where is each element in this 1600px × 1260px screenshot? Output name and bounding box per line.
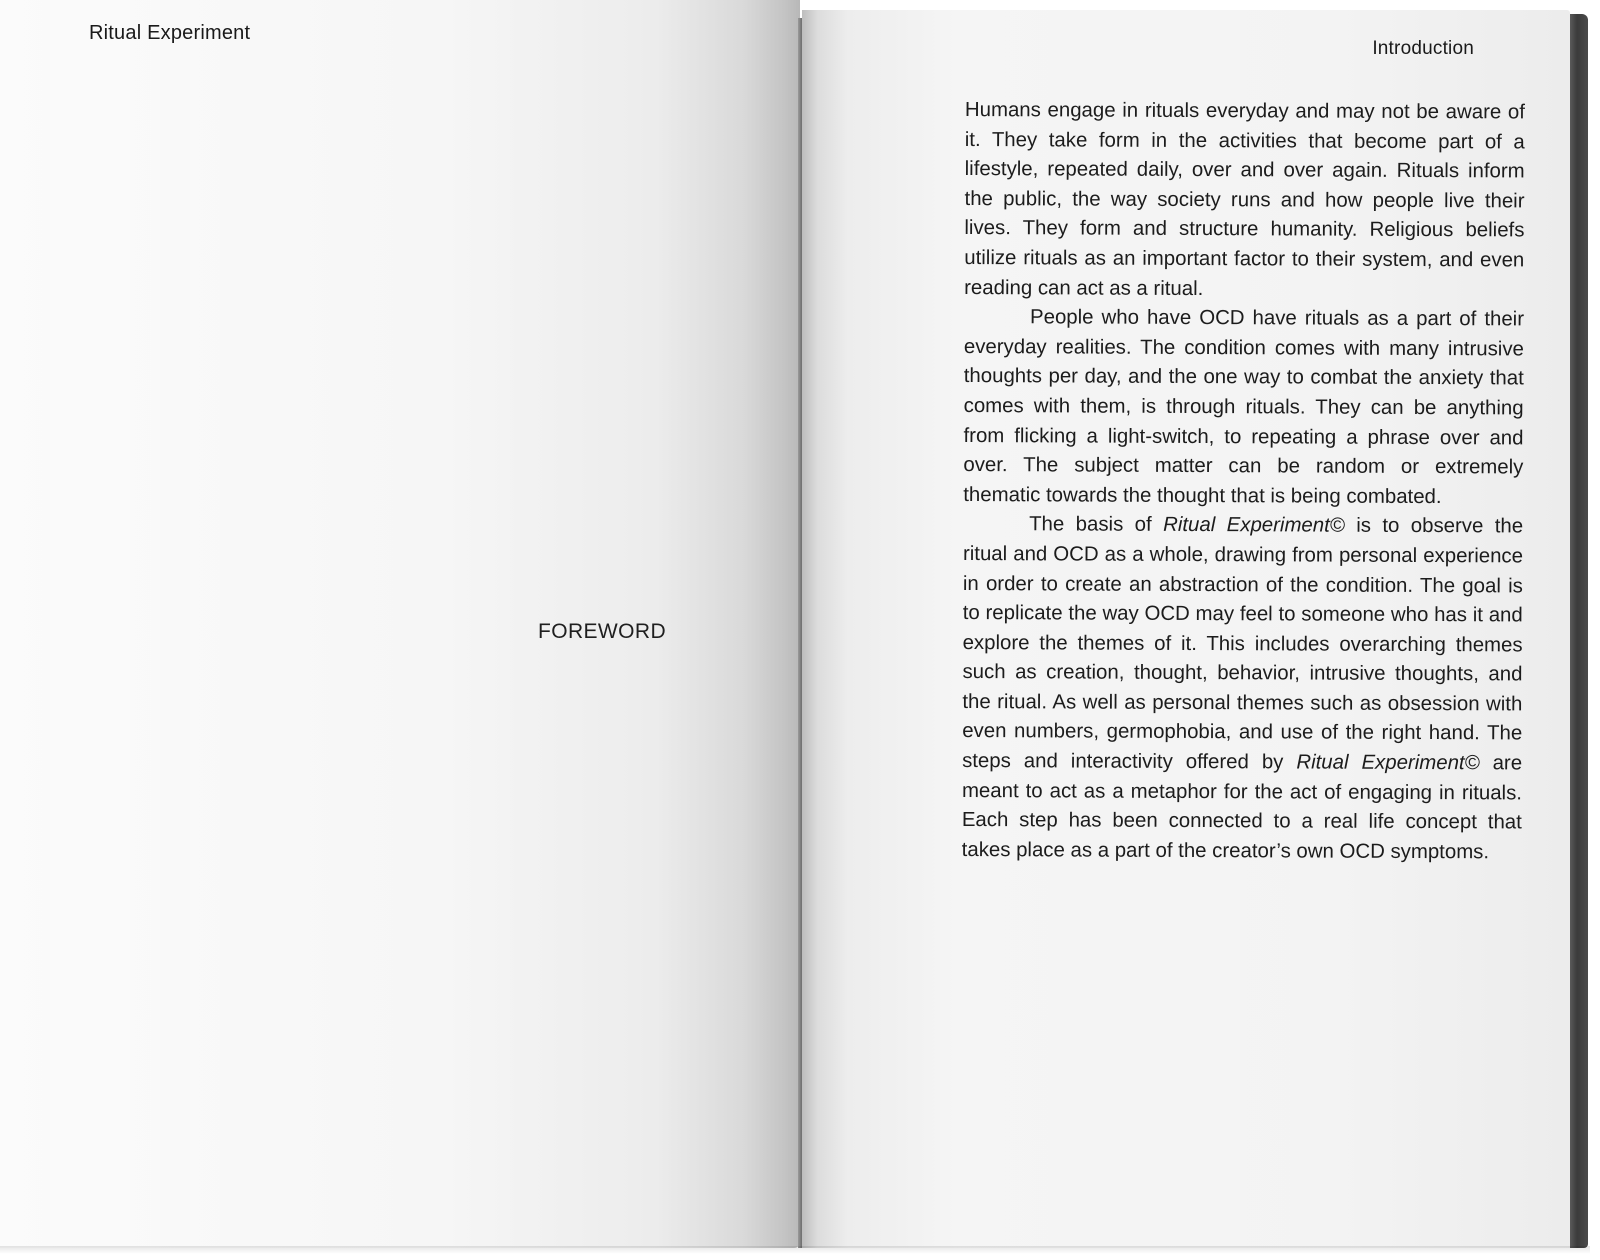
foreword-heading: FOREWORD: [538, 620, 667, 643]
book-title-inline-2: Ritual Experiment©: [1296, 751, 1480, 775]
bottom-shadow: [0, 1246, 1590, 1254]
paragraph-3-middle: is to observe the ritual and OCD as a whole, drawing from personal experience in order to create an abstraction of the condition. The goal is to replicate the way OCD may feel to someone who has it and explore the themes of it. This includes overarching themes such as creation, thought, behavior, intrusive thoughts, and the ritual. As well as personal themes such as obsession with even numbers, germophobia, and use of the right hand. The steps and interactivity offered by: [962, 514, 1524, 774]
paragraph-3-end: are meant to act as a metaphor for the act of engaging in rituals. Each step has been connected to a real life concept that takes place as a part of the creator’s own OCD symptoms.: [961, 752, 1523, 864]
paragraph-2: People who have OCD have rituals as a part of their everyday realities. The condition comes with many intrusive thoughts per day, and the one way to combat the anxiety that comes with them, is through rituals. They can be anything from flicking a light-switch, to repeating a phrase over and over. The subject matter can be random or extremely thematic towards the thought that is being combated.: [963, 306, 1525, 508]
book-title-inline: Ritual Experiment©: [1163, 514, 1345, 537]
paragraph-1: Humans engage in rituals everyday and may not be aware of it. They take form in the activities that become part of a lifestyle, repeated daily, over and over again. Rituals inform the public, the way society runs and how people live their lives. They form and structure humanity. Religious beliefs utilize rituals as an important factor to their system, and even reading can act as a ritual.: [964, 98, 1525, 300]
running-head-left: Ritual Experiment: [89, 22, 251, 44]
running-head-right: Introduction: [1372, 38, 1474, 59]
paragraph-3: [962, 510, 1524, 868]
paragraph-3-lead: The basis of: [1029, 513, 1164, 537]
left-page: [0, 0, 800, 1248]
page-block-edge: [1570, 14, 1588, 1248]
introduction-body: [962, 96, 1525, 868]
